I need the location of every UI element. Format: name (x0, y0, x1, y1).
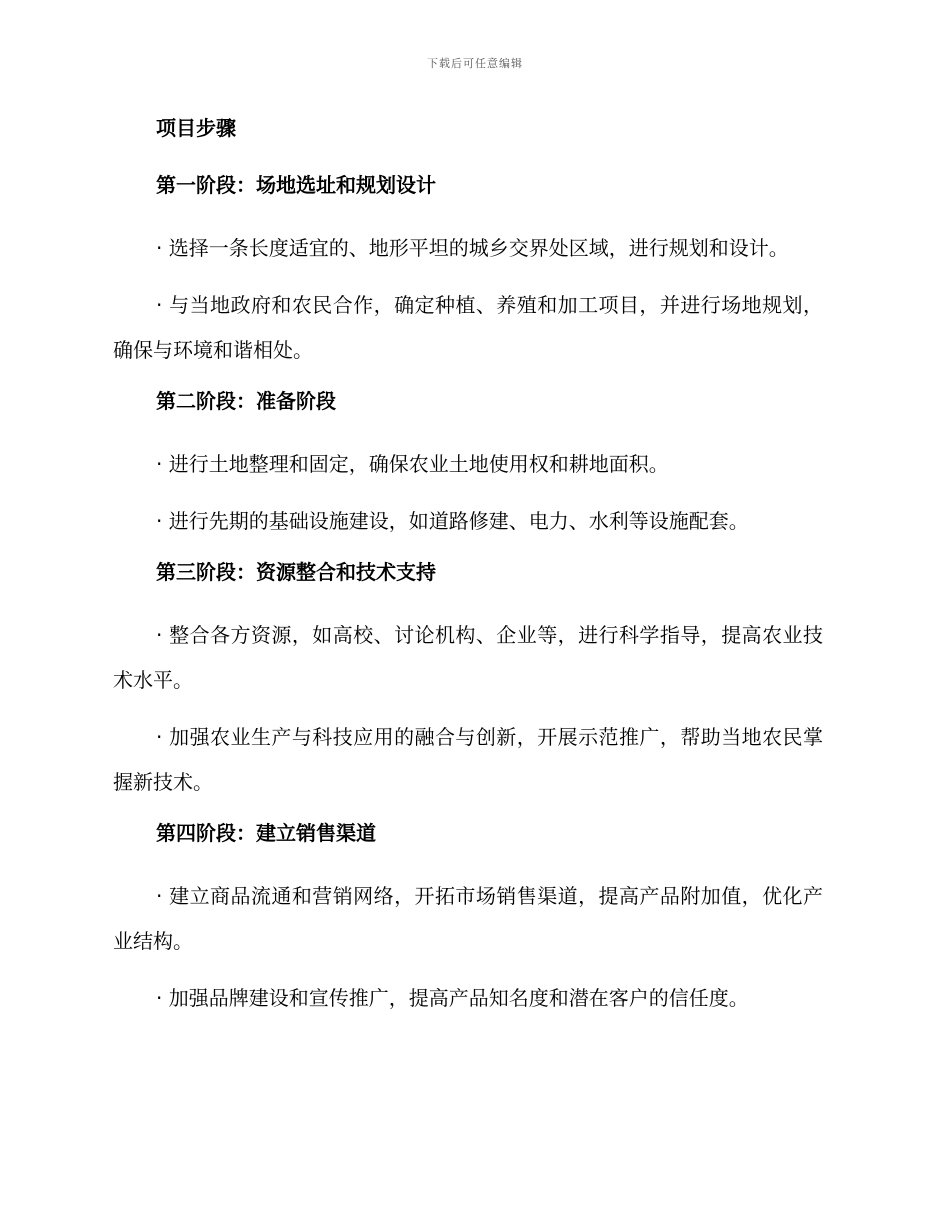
document-body (113, 112, 823, 1033)
header-note: 下载后可任意编辑 (427, 57, 523, 70)
section-2-item-2: · 进行先期的基础设施建设，如道路修建、电力、水利等设施配套。 (156, 509, 749, 533)
section-3-item-1: · 整合各方资源，如高校、讨论机构、企业等，进行科学指导，提高农业技术水平。 (113, 623, 823, 692)
section-1-item-2: · 与当地政府和农民合作，确定种植、养殖和加工项目，并进行场地规划，确保与环境和谐相处。 (113, 293, 823, 362)
section-4-item-2: · 加强品牌建设和宣传推广，提高产品知名度和潜在客户的信任度。 (156, 986, 749, 1010)
document-title: 项目步骤 (156, 116, 236, 140)
section-3-item-2: · 加强农业生产与科技应用的融合与创新，开展示范推广，帮助当地农民掌握新技术。 (113, 725, 823, 794)
section-heading-2: 第二阶段：准备阶段 (156, 389, 336, 413)
section-heading-4: 第四阶段：建立销售渠道 (156, 821, 376, 845)
section-heading-1: 第一阶段：场地选址和规划设计 (156, 173, 436, 197)
section-2-item-1: · 进行土地整理和固定，确保农业土地使用权和耕地面积。 (156, 452, 669, 476)
section-1-item-1: · 选择一条长度适宜的、地形平坦的城乡交界处区域，进行规划和设计。 (156, 236, 789, 260)
section-heading-3: 第三阶段：资源整合和技术支持 (156, 560, 436, 584)
section-4-item-1: · 建立商品流通和营销网络，开拓市场销售渠道，提高产品附加值，优化产业结构。 (113, 884, 823, 953)
